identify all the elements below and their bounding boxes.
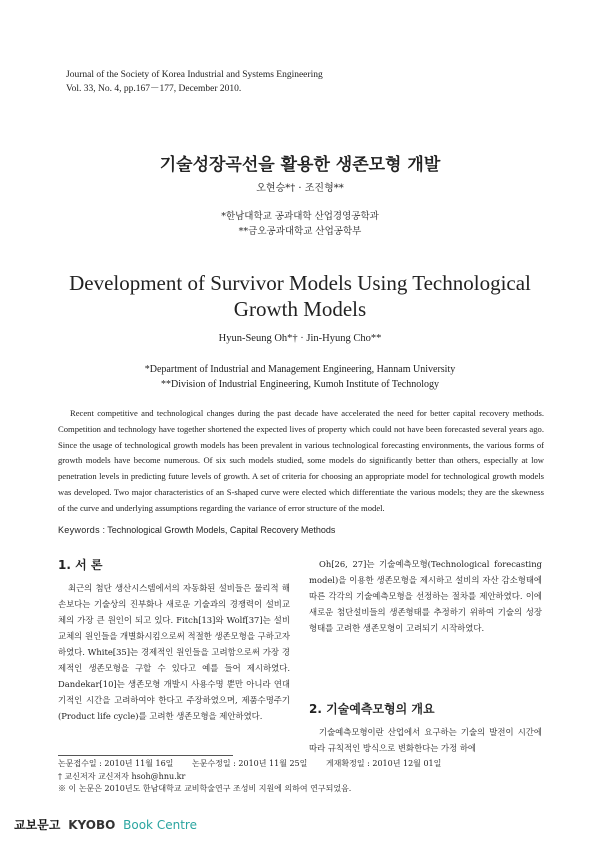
keywords-value: Technological Growth Models, Capital Recovery Methods	[107, 525, 336, 535]
funding-note: ※ 이 논문은 2010년도 한남대학교 교비학술연구 조성비 지원에 의하여 연구되었음.	[58, 784, 352, 793]
section-1-text: 최근의 첨단 생산시스템에서의 자동화된 설비들은 물리적 해손보다는 기술상의 진부화나 새로운 기술과의 경쟁력이 설비교체의 가장 큰 원인이 되고 있다. Fitch[13]와 Wolf[37]는 설비교체의 원인들을 개별화시킴으로써 적절한 생존모형을 구하고자 하였다. White[35]는 경제적인 원인들을 고려함으로써 가장 경제적인 생존모형을 구할 수 있다고 예를 들어 제시하였다. Dandekar[10]는 생존모형 개발시 사용수명 뿐만 아니라 연대기적인 시간을 고려하여야 한다고 주장하였으며, 제품수명주기(Product life cycle)를 고려한 생존모형을 제안하였다.	[58, 583, 290, 721]
journal-volume: Vol. 33, No. 4, pp.167－177, December 2010.	[66, 84, 242, 94]
footnote-divider	[58, 755, 233, 756]
keywords: Keywords : Technological Growth Models, Capital Recovery Methods	[58, 525, 336, 535]
korean-title: 기술성장곡선을 활용한 생존모형 개발	[159, 155, 441, 175]
corresponding-author: † 교신저자 교신저자 hsoh@hnu.kr	[58, 771, 186, 781]
journal-name: Journal of the Society of Korea Industrial and Systems Engineering	[66, 70, 323, 80]
logo-english: KYOBO	[68, 818, 116, 832]
english-affiliation-2: **Division of Industrial Engineering, Kumoh Institute of Technology	[161, 379, 439, 390]
english-title: Development of Survivor Models Using Technological Growth Models	[69, 271, 531, 321]
submission-dates	[58, 758, 457, 771]
section-2-heading: 2. 기술예측모형의 개요	[309, 702, 435, 716]
journal-header	[66, 68, 323, 96]
received-date: 논문접수일 : 2010년 11월 16일	[58, 759, 174, 768]
section-1-heading: 1. 서 론	[58, 558, 103, 572]
accepted-date: 게재확정일 : 2010년 12월 01일	[325, 759, 442, 768]
kyobo-logo	[14, 816, 197, 833]
korean-affiliation-2: **금오공과대학교 산업공학부	[238, 226, 362, 237]
revised-date: 논문수정일 : 2010년 11월 25일	[191, 759, 308, 768]
english-affiliation-1: *Department of Industrial and Management Engineering, Hannam University	[144, 364, 456, 375]
logo-korean: 교보문고	[14, 818, 61, 832]
section-2-text: 기술예측모형이란 산업에서 요구하는 기술의 발전이 시간에 따라 규칙적인 방식으로 변화한다는 가정 하에	[309, 727, 542, 753]
korean-affiliation-1: *한남대학교 공과대학 산업경영공학과	[221, 211, 379, 222]
abstract: Recent competitive and technological changes during the past decade have accelerated the need for better capital recovery methods. Competition and technology have together shortened the expected lives of property which could not have been forecasted several years ago. Since the usage of technological growth models has been prevalent in various technological forecasting environments, the various forms of growth models have become numerous. Of six such models studied, some models do significantly better than others, especially at low penetration levels in predicting future levels of growth. A set of criteria for choosing an appropriate model for technological growth models was developed. Two major characteristics of an S-shaped curve were elected which differentiate the various models; they are the skewness of the curve and underlying assumptions regarding the variance of error structure of the model.	[58, 408, 544, 513]
english-affiliations	[0, 362, 600, 392]
column-2-text: Oh[26, 27]는 기술예측모형(Technological forecasting model)을 이용한 생존모형을 제시하고 설비의 자산 감소형태에 따른 각각의 기술예측모형을 선정하는 절차를 제안하였다. 이에 새로운 첨단설비들의 생존형태를 추정하기 위하여 기술의 성장 형태를 고려한 생존모형이 고려되기 시작하였다.	[309, 559, 542, 633]
logo-tagline: Book Centre	[123, 818, 197, 832]
keywords-label: Keywords	[58, 525, 100, 535]
footnotes	[58, 758, 457, 796]
english-authors: Hyun-Seung Oh*† · Jin-Hyung Cho**	[218, 333, 382, 344]
korean-affiliations	[0, 209, 600, 239]
korean-authors: 오현승*† · 조진형**	[256, 183, 344, 194]
